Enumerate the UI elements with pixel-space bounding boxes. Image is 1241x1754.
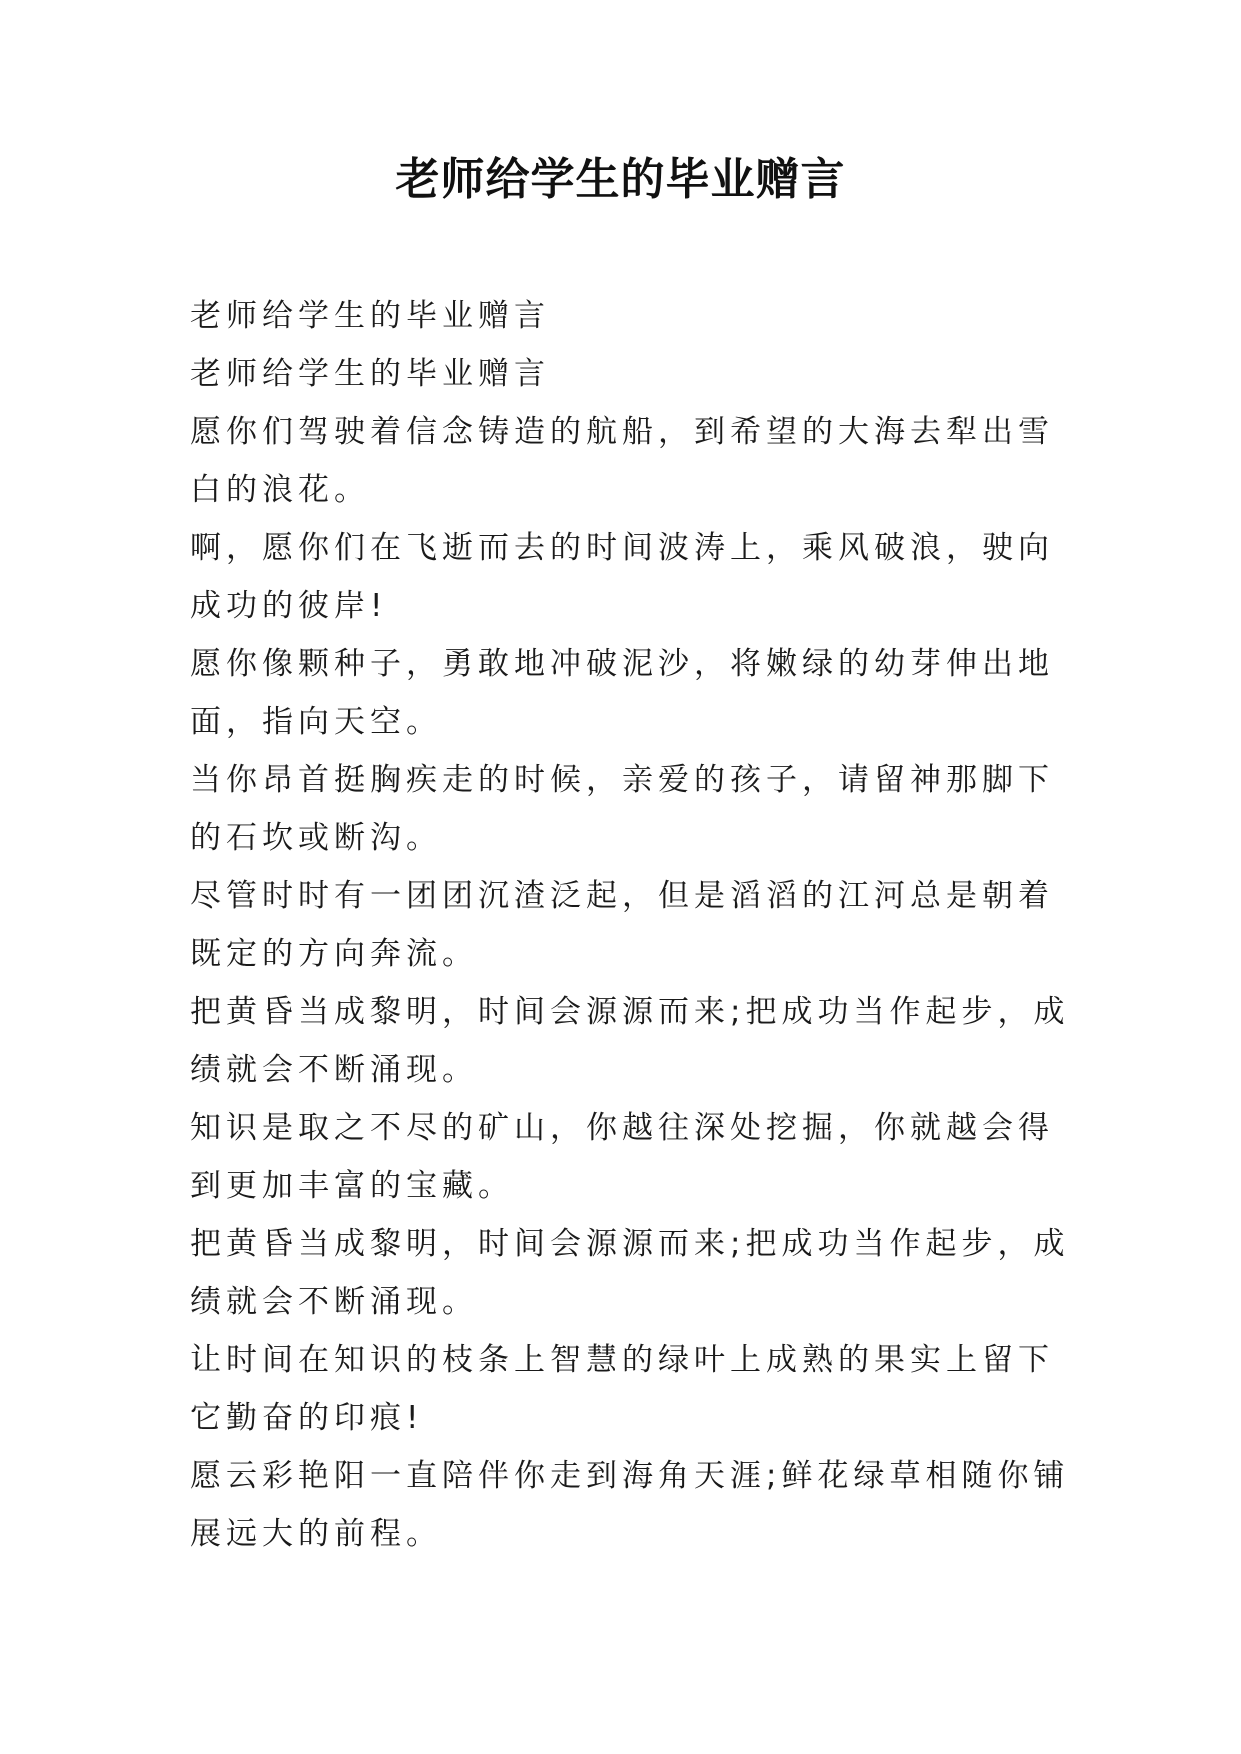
paragraph: 当你昂首挺胸疾走的时候，亲爱的孩子，请留神那脚下的石坎或断沟。 xyxy=(190,762,1054,856)
document-body xyxy=(190,287,1070,1563)
paragraph: 老师给学生的毕业赠言 xyxy=(190,356,550,392)
paragraph: 尽管时时有一团团沉渣泛起，但是滔滔的江河总是朝着既定的方向奔流。 xyxy=(190,878,1054,972)
paragraph: 啊，愿你们在飞逝而去的时间波涛上，乘风破浪，驶向成功的彼岸! xyxy=(190,530,1054,624)
paragraph: 知识是取之不尽的矿山，你越往深处挖掘，你就越会得到更加丰富的宝藏。 xyxy=(190,1110,1054,1204)
paragraph: 把黄昏当成黎明，时间会源源而来;把成功当作起步，成绩就会不断涌现。 xyxy=(190,994,1070,1088)
paragraph: 老师给学生的毕业赠言 xyxy=(190,298,550,334)
document-title: 老师给学生的毕业赠言 xyxy=(395,154,846,205)
paragraph: 愿云彩艳阳一直陪伴你走到海角天涯;鲜花绿草相随你铺展远大的前程。 xyxy=(190,1458,1070,1552)
paragraph: 愿你们驾驶着信念铸造的航船，到希望的大海去犁出雪白的浪花。 xyxy=(190,414,1054,508)
paragraph: 让时间在知识的枝条上智慧的绿叶上成熟的果实上留下它勤奋的印痕! xyxy=(190,1342,1054,1436)
paragraph: 把黄昏当成黎明，时间会源源而来;把成功当作起步，成绩就会不断涌现。 xyxy=(190,1226,1070,1320)
paragraph: 愿你像颗种子，勇敢地冲破泥沙，将嫩绿的幼芽伸出地面，指向天空。 xyxy=(190,646,1054,740)
